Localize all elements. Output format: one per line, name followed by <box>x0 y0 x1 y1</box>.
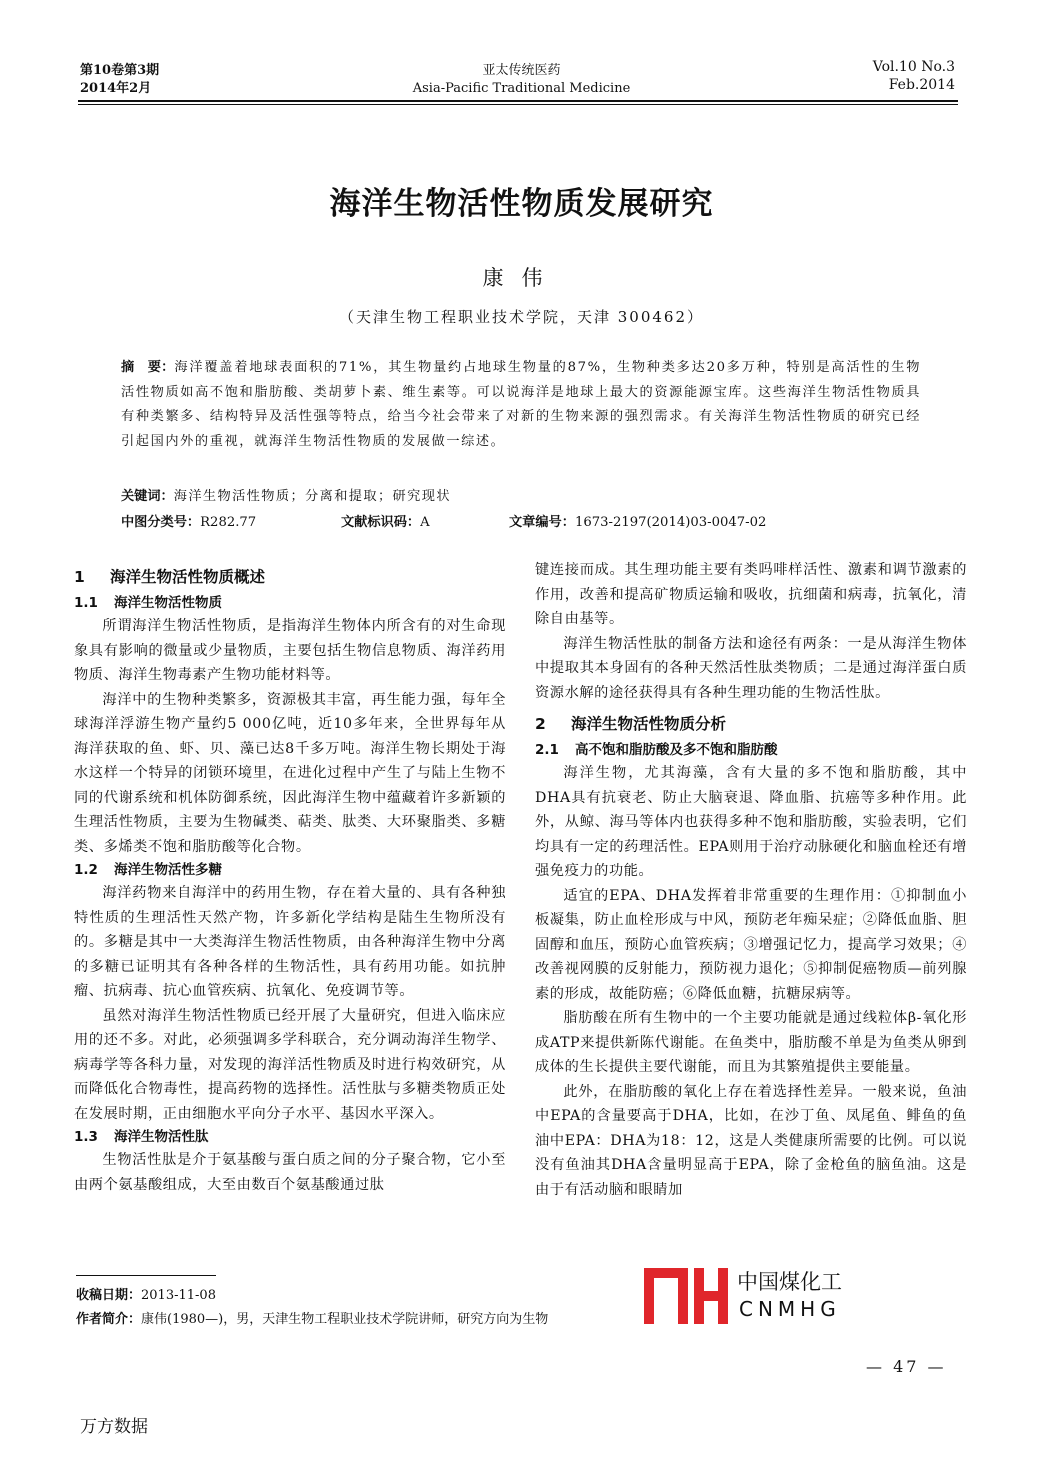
body-paragraph: 海洋中的生物种类繁多，资源极其丰富，再生能力强，每年全球海洋浮游生物产量约5 000亿吨，近10多年来，全世界每年从海洋获取的鱼、虾、贝、藻已达8千多万吨。海洋生物长期处于海水这样一个特异的闭锁环境里，在进化过程中产生了与陆上生物不同的代谢系统和机体防御系统，因此海洋生物中蕴藏着许多新颖的生理活性物质，主要为生物碱类、萜类、肽类、大环聚脂类、多糖类、多烯类不饱和脂肪酸等化合物。 <box>74 691 506 855</box>
clc-value: R282.77 <box>200 515 257 530</box>
keywords <box>121 485 451 504</box>
article-number <box>509 511 766 530</box>
subsection-title: 海洋生物活性物质 <box>114 595 222 611</box>
clc-label: 中图分类号： <box>121 515 201 530</box>
abstract-text: 海洋覆盖着地球表面积的71%，其生物量约占地球生物量的87%，生物种类多达20多万种，特别是高活性的生物活性物质如高不饱和脂肪酸、类胡萝卜素、维生素等。可以说海洋是地球上最大的资源能源宝库。这些海洋生物活性物质具有种类繁多、结构特异及活性强等特点，给当今社会带来了对新的生物来源的强烈需求。有关海洋生物活性物质的研究已经引起国内外的重视，就海洋生物活性物质的发展做一综述。 <box>121 360 921 449</box>
section-heading <box>74 564 506 590</box>
section-heading <box>535 711 967 737</box>
author-bio-text: 康伟(1980—)，男，天津生物工程职业技术学院讲师，研究方向为生物 <box>141 1312 549 1327</box>
body-paragraph: 适宜的EPA、DHA发挥着非常重要的生理作用：①抑制血小板凝集，防止血栓形成与中风，预防老年痴呆症；②降低血脂、胆固醇和血压，预防心血管疾病；③增强记忆力，提高学习效果；④改善视网膜的反射能力，预防视力退化；⑤抑制促癌物质—前列腺素的形成，故能防癌；⑥降低血糖，抗糖尿病等。 <box>535 887 967 1002</box>
body-paragraph: 生物活性肽是介于氨基酸与蛋白质之间的分子聚合物，它小至由两个氨基酸组成，大至由数百个氨基酸通过肽 <box>74 1152 506 1193</box>
journal-name-en: Asia-Pacific Traditional Medicine <box>412 81 631 96</box>
body-paragraph: 海洋药物来自海洋中的药用生物，存在着大量的、具有各种独特性质的生理活性天然产物，许多新化学结构是陆生生物所没有的。多糖是其中一大类海洋生物活性物质，由各种海洋生物中分离的多糖已证明其有各种各样的生物活性，具有药用功能。如抗肿瘤、抗病毒、抗心血管疾病、抗氧化、免疫调节等。 <box>74 885 506 999</box>
subsection-number: 1.1 <box>74 595 98 611</box>
subsection-title: 高不饱和脂肪酸及多不饱和脂肪酸 <box>575 742 778 758</box>
section-number: 1 <box>74 568 85 586</box>
body-paragraph: 脂肪酸在所有生物中的一个主要功能就是通过线粒体β-氧化形成ATP来提供新陈代谢能。在鱼类中，脂肪酸不单是为鱼类从卵到成体的生长提供主要代谢能，而且为其繁殖提供主要能量。 <box>535 1010 967 1075</box>
doc-code-value: A <box>420 515 430 530</box>
doc-code-label: 文献标识码： <box>341 515 421 530</box>
abstract-label: 摘 要： <box>121 360 175 375</box>
body-paragraph: 此外，在脂肪酸的氧化上存在着选择性差异。一般来说，鱼油中EPA的含量要高于DHA，比如，在沙丁鱼、凤尾鱼、鲱鱼的鱼油中EPA：DHA为18：12，这是人类健康所需要的比例。可以说没有鱼油其DHA含量明显高于EPA，除了金枪鱼的脑鱼油。这是由于有活动脑和眼睛加 <box>535 1083 967 1198</box>
left-column <box>74 558 506 1197</box>
received-value: 2013-11-08 <box>141 1288 216 1303</box>
header-rule-thin <box>78 104 958 105</box>
mh-logo-icon <box>640 1264 732 1328</box>
body-paragraph: 虽然对海洋生物活性物质已经开展了大量研究，但进入临床应用的还不多。对此，必须强调多学科联合，充分调动海洋生物学、病毒学等各科力量，对发现的海洋活性物质及时进行构效研究，从而降低化合物毒性，提高药物的选择性。活性肽与多糖类物质正处在发展时期，正由细胞水平向分子水平、基因水平深入。 <box>74 1007 506 1122</box>
body-paragraph: 海洋生物活性肽的制备方法和途径有两条：一是从海洋生物体中提取其本身固有的各种天然活性肽类物质；二是通过海洋蛋白质资源水解的途径获得具有各种生理功能的生物活性肽。 <box>535 635 967 701</box>
footnote-rule <box>76 1275 216 1276</box>
clc-number <box>121 511 256 530</box>
keywords-text: 海洋生物活性物质；分离和提取；研究现状 <box>173 489 451 504</box>
date-en: Feb.2014 <box>888 77 955 93</box>
subsection-number: 2.1 <box>535 742 559 758</box>
subsection-title: 海洋生物活性肽 <box>114 1129 209 1145</box>
paper-author: 康伟 <box>482 266 561 290</box>
subsection-heading <box>535 739 967 761</box>
subsection-heading <box>74 859 506 881</box>
subsection-title: 海洋生物活性多糖 <box>114 862 222 878</box>
article-number-value: 1673-2197(2014)03-0047-02 <box>574 515 767 530</box>
subsection-number: 1.3 <box>74 1129 98 1145</box>
page-number: — 47 — <box>866 1357 947 1376</box>
journal-volume <box>873 58 955 94</box>
received-date <box>76 1286 216 1306</box>
issue-date: 2014年2月 <box>80 81 152 96</box>
section-title: 海洋生物活性物质概述 <box>110 568 266 586</box>
keywords-label: 关键词： <box>121 489 174 504</box>
cnmhg-logo <box>640 1264 860 1328</box>
subsection-heading <box>74 592 506 614</box>
volume-en: Vol.10 No.3 <box>872 59 955 75</box>
issue-volume: 第10卷第3期 <box>80 63 160 78</box>
author-bio <box>76 1310 548 1330</box>
right-column <box>535 558 967 1202</box>
author-affiliation: （天津生物工程职业技术学院，天津 300462） <box>338 308 705 326</box>
logo-cn-text: 中国煤化工 <box>737 1270 842 1294</box>
watermark: 万方数据 <box>80 1417 148 1437</box>
body-paragraph: 所谓海洋生物活性物质，是指海洋生物体内所含有的对生命现象具有影响的微量或少量物质，主要包括生物信息物质、海洋药用物质、海洋生物毒素产生物功能材料等。 <box>74 618 506 683</box>
header-rule <box>78 100 958 102</box>
body-paragraph: 海洋生物，尤其海藻，含有大量的多不饱和脂肪酸，其中DHA具有抗衰老、防止大脑衰退、降血脂、抗癌等多种作用。此外，从鲸、海马等体内也获得多种不饱和脂肪酸，实验表明，它们均具有一定的药理活性。EPA则用于治疗动脉硬化和脑血栓还有增强免疫力的功能。 <box>535 765 967 879</box>
body-paragraph: 键连接而成。其生理功能主要有类吗啡样活性、激素和调节激素的作用，改善和提高矿物质运输和吸收，抗细菌和病毒，抗氧化，清除自由基等。 <box>535 562 967 627</box>
abstract <box>121 356 921 454</box>
received-label: 收稿日期： <box>76 1288 142 1303</box>
article-number-label: 文章编号： <box>509 515 575 530</box>
section-number: 2 <box>535 715 546 733</box>
section-title: 海洋生物活性物质分析 <box>571 715 727 733</box>
subsection-number: 1.2 <box>74 862 98 878</box>
document-code <box>341 511 430 530</box>
logo-en-text: CNMHG <box>739 1297 841 1321</box>
paper-title: 海洋生物活性物质发展研究 <box>329 186 714 222</box>
author-bio-label: 作者简介： <box>76 1312 142 1327</box>
subsection-heading <box>74 1126 506 1148</box>
journal-name-cn: 亚太传统医药 <box>482 63 561 78</box>
